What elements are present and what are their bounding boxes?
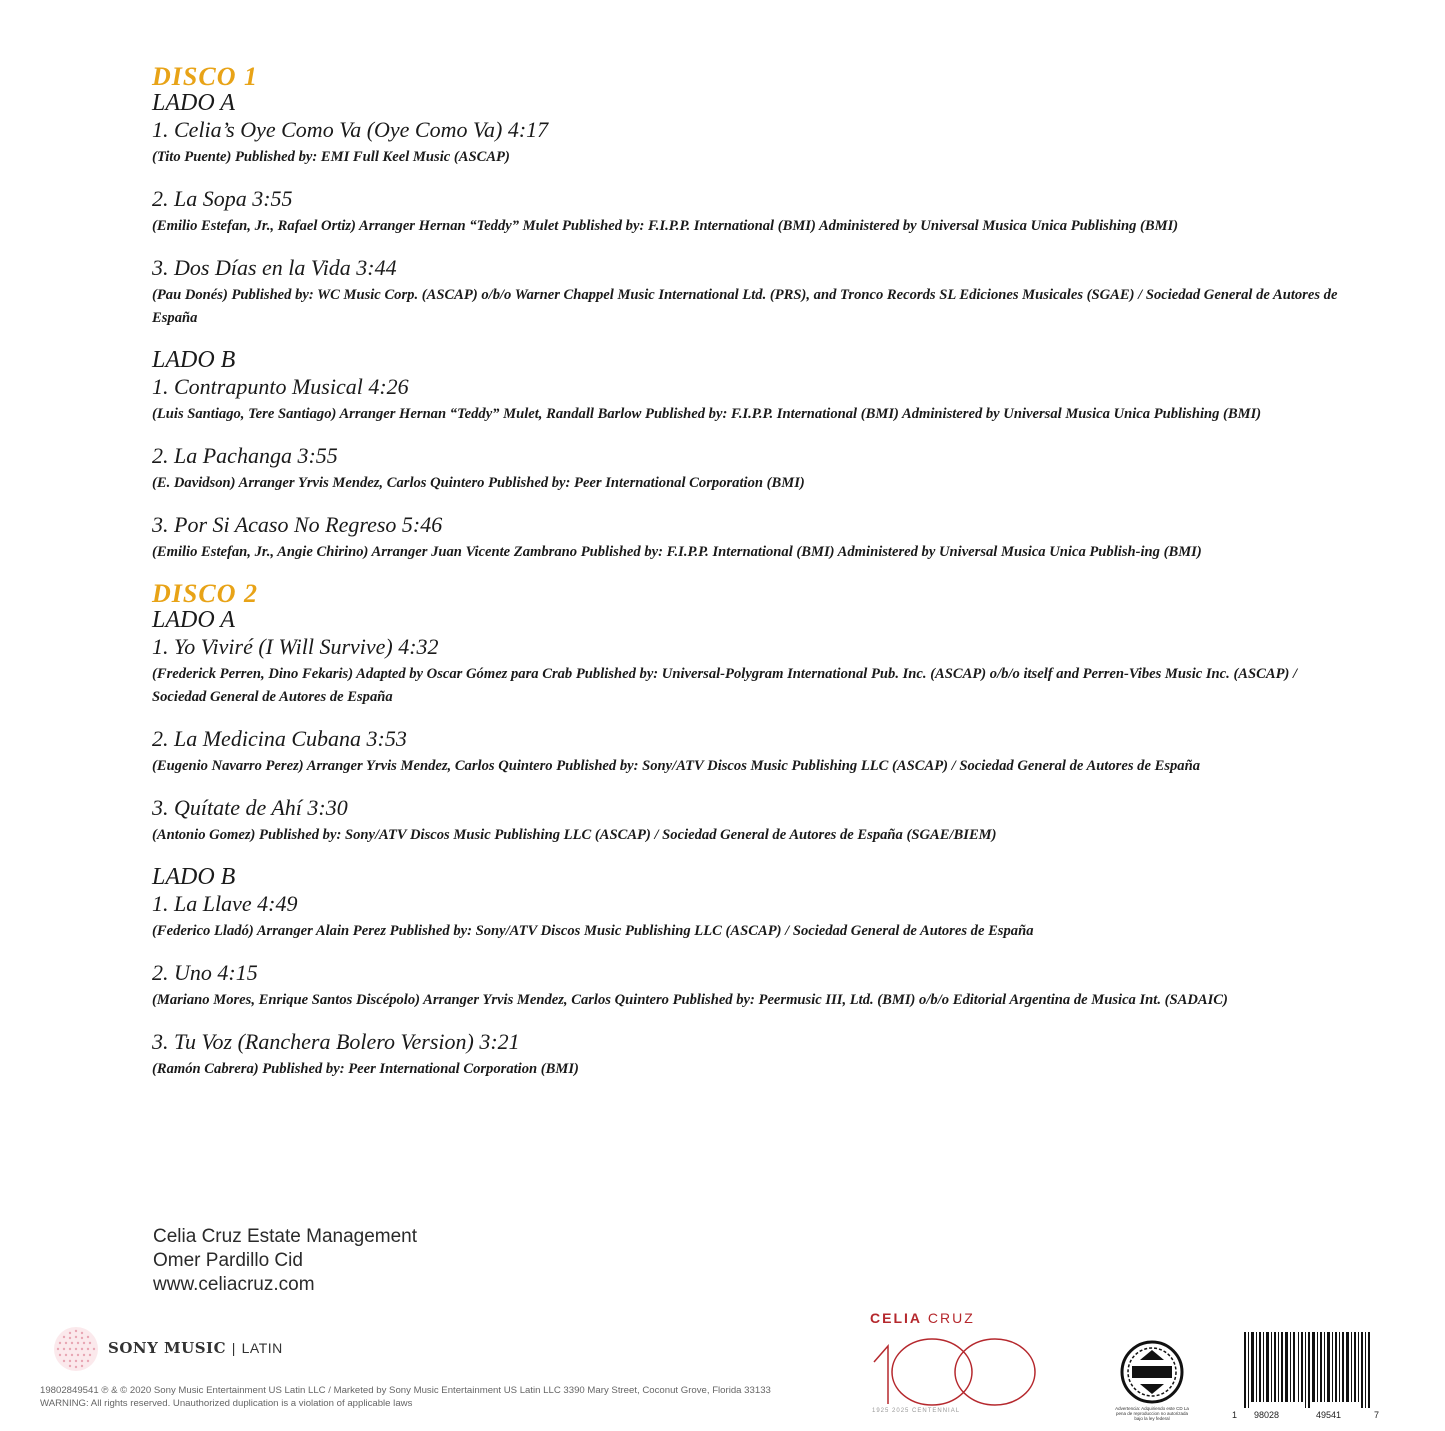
- track-credits: (Frederick Perren, Dino Fekaris) Adapted by Oscar Gómez para Crab Published by: Universal-Polygram International Pub. Inc. (ASCAP) o/b/o itself and Perren-Vibes Music Inc. (ASCAP) / Sociedad General de Autores de España: [152, 666, 1298, 705]
- disc-2-side-a-heading: LADO A: [152, 607, 235, 633]
- tracklist: [152, 64, 1352, 1098]
- management-contact: Omer Pardillo Cid: [153, 1250, 303, 1271]
- copyright-line: 19802849541 ℗ & © 2020 Sony Music Entertainment US Latin LLC / Marketed by Sony Music Entertainment US Latin LLC 3390 Mary Street, Coconut Grove, Florida 33133: [40, 1385, 771, 1396]
- centennial-name: CELIA CRUZ: [870, 1310, 975, 1326]
- centennial-subtitle: 1925 2025 CENTENNIAL: [872, 1408, 961, 1414]
- sony-music-latin-logo: [52, 1325, 352, 1373]
- anti-piracy-seal: [1112, 1340, 1192, 1422]
- track-credits: (Emilio Estefan, Jr., Angie Chirino) Arranger Juan Vicente Zambrano Published by: F.I.P.P. International (BMI) Administered by Universal Musica Unica Publish-ing (BMI): [152, 544, 1202, 560]
- track-credits: (Emilio Estefan, Jr., Rafael Ortiz) Arranger Hernan “Teddy” Mulet Published by: F.I.P.P. International (BMI) Administered by Universal Musica Unica Publishing (BMI): [152, 218, 1179, 234]
- disc-1-heading: DISCO 1: [152, 62, 258, 91]
- track-title: 3. Tu Voz (Ranchera Bolero Version) 3:21: [152, 1029, 520, 1054]
- track-credits: (Antonio Gomez) Published by: Sony/ATV Discos Music Publishing LLC (ASCAP) / Sociedad General de Autores de España (SGAE/BIEM): [152, 827, 997, 843]
- seal-caption: Advertencia: Adquiriendo este CD La pena de reproduccion no autorizada bajo la ley federal: [1115, 1406, 1189, 1421]
- barcode-icon: [1242, 1332, 1372, 1408]
- track-title: 3. Quítate de Ahí 3:30: [152, 795, 348, 820]
- track-title: 1. La Llave 4:49: [152, 891, 298, 916]
- management-info: [153, 1225, 417, 1297]
- barcode: 1 98028 49541 7: [1232, 1332, 1382, 1424]
- label-name: SONY MUSIC | LATIN: [108, 1339, 283, 1357]
- track-credits: (Eugenio Navarro Perez) Arranger Yrvis Mendez, Carlos Quintero Published by: Sony/ATV Discos Music Publishing LLC (ASCAP) / Sociedad General de Autores de España: [152, 758, 1201, 774]
- track-title: 2. Uno 4:15: [152, 960, 258, 985]
- centennial-100-mark: [870, 1332, 1040, 1406]
- disc-2-heading: DISCO 2: [152, 579, 258, 608]
- track-credits: (Pau Donés) Published by: WC Music Corp. (ASCAP) o/b/o Warner Chappel Music International Ltd. (PRS), and Tronco Records SL Ediciones Musicales (SGAE) / Sociedad General de Autores de España: [152, 287, 1338, 326]
- track-credits: (Ramón Cabrera) Published by: Peer International Corporation (BMI): [152, 1061, 579, 1077]
- track-title: 1. Celia’s Oye Como Va (Oye Como Va) 4:17: [152, 117, 549, 142]
- track-credits: (Mariano Mores, Enrique Santos Discépolo) Arranger Yrvis Mendez, Carlos Quintero Published by: Peermusic III, Ltd. (BMI) o/b/o Editorial Argentina de Musica Int. (SADAIC): [152, 992, 1228, 1008]
- track-credits: (Luis Santiago, Tere Santiago) Arranger Hernan “Teddy” Mulet, Randall Barlow Published by: F.I.P.P. International (BMI) Administered by Universal Musica Unica Publishing (BMI): [152, 406, 1262, 422]
- track-title: 3. Dos Días en la Vida 3:44: [152, 255, 397, 280]
- disc-1-side-b-heading: LADO B: [152, 347, 236, 373]
- website-link[interactable]: www.celiacruz.com: [153, 1274, 315, 1295]
- track-title: 2. La Sopa 3:55: [152, 186, 293, 211]
- sony-globe-icon: [52, 1325, 100, 1373]
- management-company: Celia Cruz Estate Management: [153, 1226, 418, 1247]
- legal-notice: [40, 1384, 820, 1410]
- seal-icon: [1120, 1340, 1184, 1404]
- track-title: 2. La Medicina Cubana 3:53: [152, 726, 407, 751]
- track-title: 2. La Pachanga 3:55: [152, 443, 338, 468]
- track-title: 1. Yo Viviré (I Will Survive) 4:32: [152, 634, 439, 659]
- track-credits: (Tito Puente) Published by: EMI Full Keel Music (ASCAP): [152, 149, 510, 165]
- disc-1-side-a-heading: LADO A: [152, 90, 235, 116]
- track-title: 1. Contrapunto Musical 4:26: [152, 374, 409, 399]
- warning-line: WARNING: All rights reserved. Unauthorized duplication is a violation of applicable laws: [40, 1398, 413, 1409]
- celia-cruz-100-logo: [862, 1310, 1042, 1425]
- track-credits: (E. Davidson) Arranger Yrvis Mendez, Carlos Quintero Published by: Peer International Corporation (BMI): [152, 475, 805, 491]
- disc-2-side-b-heading: LADO B: [152, 864, 236, 890]
- track-title: 3. Por Si Acaso No Regreso 5:46: [152, 512, 443, 537]
- track-credits: (Federico Lladó) Arranger Alain Perez Published by: Sony/ATV Discos Music Publishing LLC (ASCAP) / Sociedad General de Autores de España: [152, 923, 1034, 939]
